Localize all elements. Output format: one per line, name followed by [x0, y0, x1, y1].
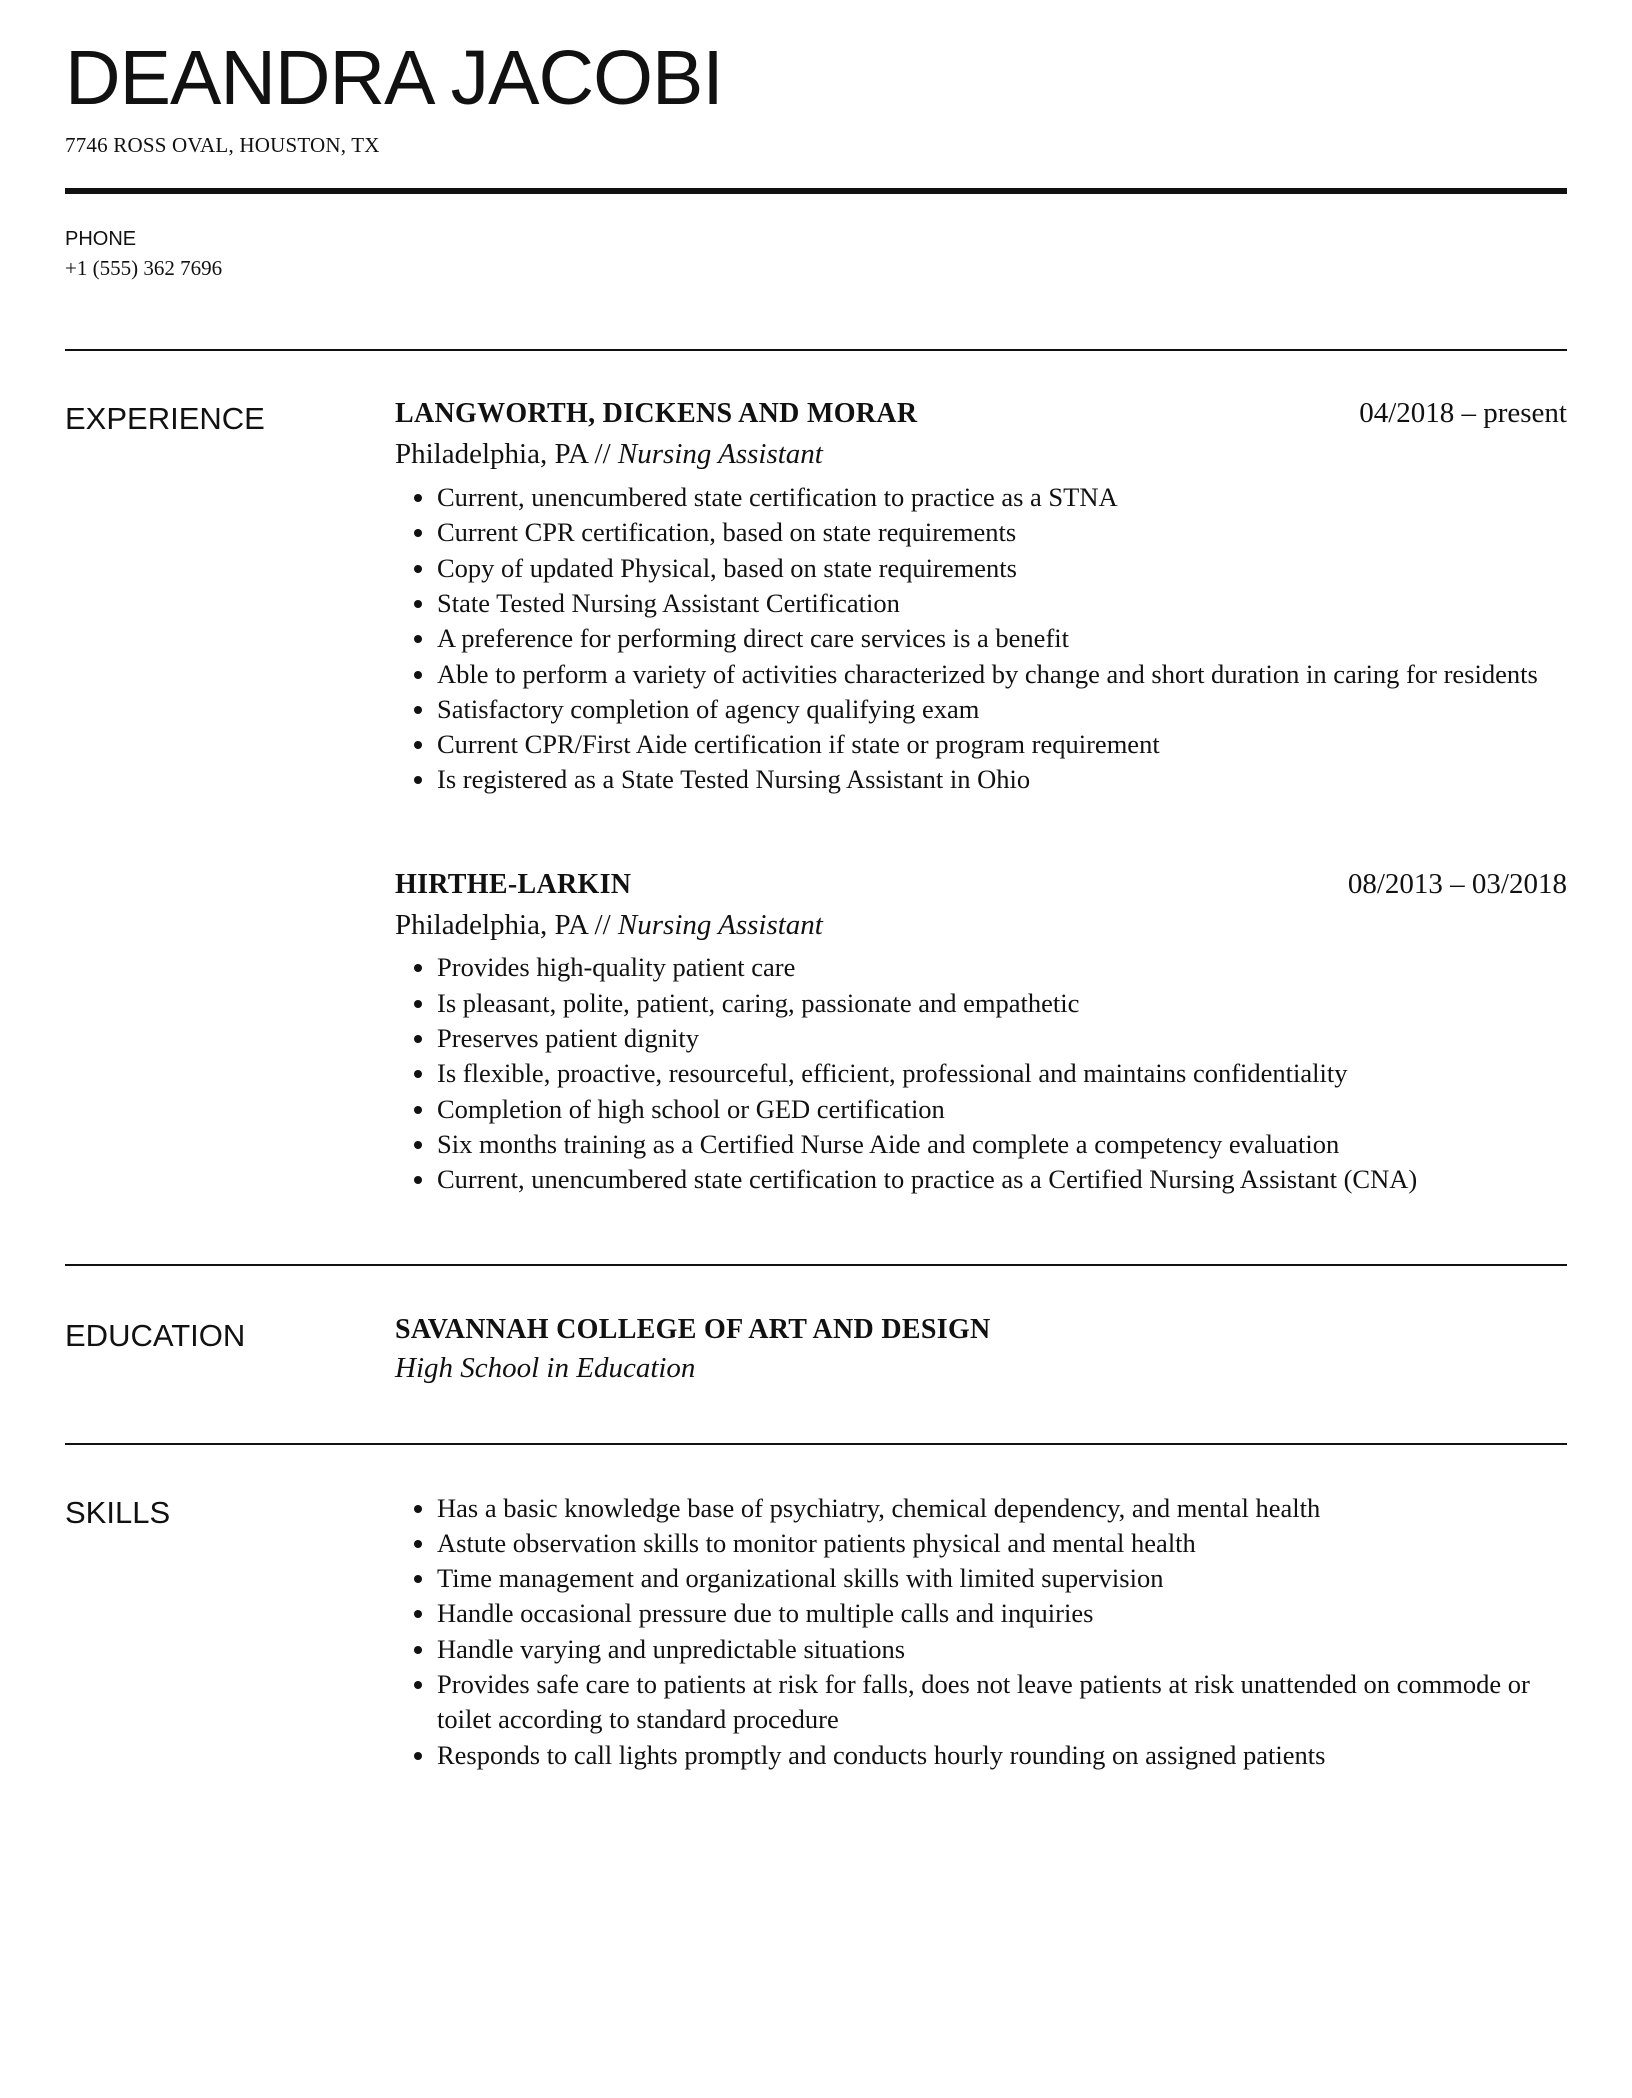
job-bullet: • Completion of high school or GED certification	[437, 1092, 1567, 1127]
job-bullet-list	[395, 950, 1567, 1197]
phone-label: PHONE	[65, 228, 137, 250]
job-employer: LANGWORTH, DICKENS AND MORAR	[395, 398, 918, 430]
candidate-name: DEANDRA JACOBI	[65, 35, 723, 121]
job-bullet: • Is pleasant, polite, patient, caring, passionate and empathetic	[437, 986, 1567, 1021]
job-bullet: • Satisfactory completion of agency qualifying exam	[437, 692, 1567, 727]
job-role: Nursing Assistant	[617, 908, 823, 941]
job-entry	[395, 868, 1567, 1198]
skills-body	[395, 1491, 1567, 1773]
education-degree: High School in Education	[395, 1351, 696, 1384]
job-bullet: • Current CPR certification, based on state requirements	[437, 515, 1567, 550]
skill-item: • Handle occasional pressure due to multiple calls and inquiries	[437, 1596, 1567, 1631]
job-bullet-list	[395, 480, 1567, 798]
experience-body	[395, 397, 1567, 1197]
job-employer: HIRTHE-LARKIN	[395, 868, 632, 900]
job-header	[395, 397, 1567, 430]
job-bullet: • Current, unencumbered state certification to practice as a STNA	[437, 480, 1567, 515]
job-location-role	[395, 907, 1567, 945]
job-bullet: • Copy of updated Physical, based on state requirements	[437, 551, 1567, 586]
experience-section	[65, 351, 1567, 1197]
job-separator: //	[587, 438, 618, 471]
job-bullet: • Preserves patient dignity	[437, 1021, 1567, 1056]
header-divider	[65, 188, 1567, 194]
job-bullet: • Six months training as a Certified Nurse Aide and complete a competency evaluation	[437, 1127, 1567, 1162]
candidate-address: 7746 ROSS OVAL, HOUSTON, TX	[65, 133, 380, 157]
job-role: Nursing Assistant	[617, 438, 823, 471]
job-location: Philadelphia, PA	[395, 438, 588, 471]
job-bullet: • Able to perform a variety of activities characterized by change and short duration in caring for residents	[437, 657, 1567, 692]
skill-item: • Astute observation skills to monitor patients physical and mental health	[437, 1526, 1567, 1561]
education-body	[395, 1314, 1567, 1385]
job-bullet: • State Tested Nursing Assistant Certification	[437, 586, 1567, 621]
skill-item: • Has a basic knowledge base of psychiatry, chemical dependency, and mental health	[437, 1491, 1567, 1526]
skills-section	[65, 1445, 1567, 1773]
skills-title: SKILLS	[65, 1494, 171, 1530]
skills-list	[395, 1491, 1567, 1773]
job-bullet: • Is flexible, proactive, resourceful, efficient, professional and maintains confidentiality	[437, 1056, 1567, 1091]
job-header	[395, 868, 1567, 901]
job-bullet: • A preference for performing direct care services is a benefit	[437, 621, 1567, 656]
job-separator: //	[587, 908, 618, 941]
job-entry	[395, 397, 1567, 797]
education-school: SAVANNAH COLLEGE OF ART AND DESIGN	[395, 1313, 991, 1345]
job-bullet: • Provides high-quality patient care	[437, 950, 1567, 985]
skill-item: • Time management and organizational skills with limited supervision	[437, 1561, 1567, 1596]
job-bullet: • Current, unencumbered state certification to practice as a Certified Nursing Assistant (CNA)	[437, 1162, 1567, 1197]
job-location-role	[395, 436, 1567, 474]
phone-value: +1 (555) 362 7696	[65, 256, 223, 280]
education-section	[65, 1266, 1567, 1385]
skill-item: • Responds to call lights promptly and conducts hourly rounding on assigned patients	[437, 1738, 1567, 1773]
job-location: Philadelphia, PA	[395, 908, 588, 941]
job-bullet: • Is registered as a State Tested Nursing Assistant in Ohio	[437, 762, 1567, 797]
skill-item: • Provides safe care to patients at risk for falls, does not leave patients at risk unattended on commode or toilet according to standard procedure	[437, 1667, 1567, 1738]
contact-block	[65, 226, 1567, 283]
education-title: EDUCATION	[65, 1317, 246, 1353]
skill-item: • Handle varying and unpredictable situations	[437, 1632, 1567, 1667]
job-dates: 08/2013 – 03/2018	[1347, 867, 1567, 900]
job-dates: 04/2018 – present	[1359, 397, 1567, 430]
job-bullet: • Current CPR/First Aide certification if state or program requirement	[437, 727, 1567, 762]
experience-title: EXPERIENCE	[65, 401, 265, 437]
